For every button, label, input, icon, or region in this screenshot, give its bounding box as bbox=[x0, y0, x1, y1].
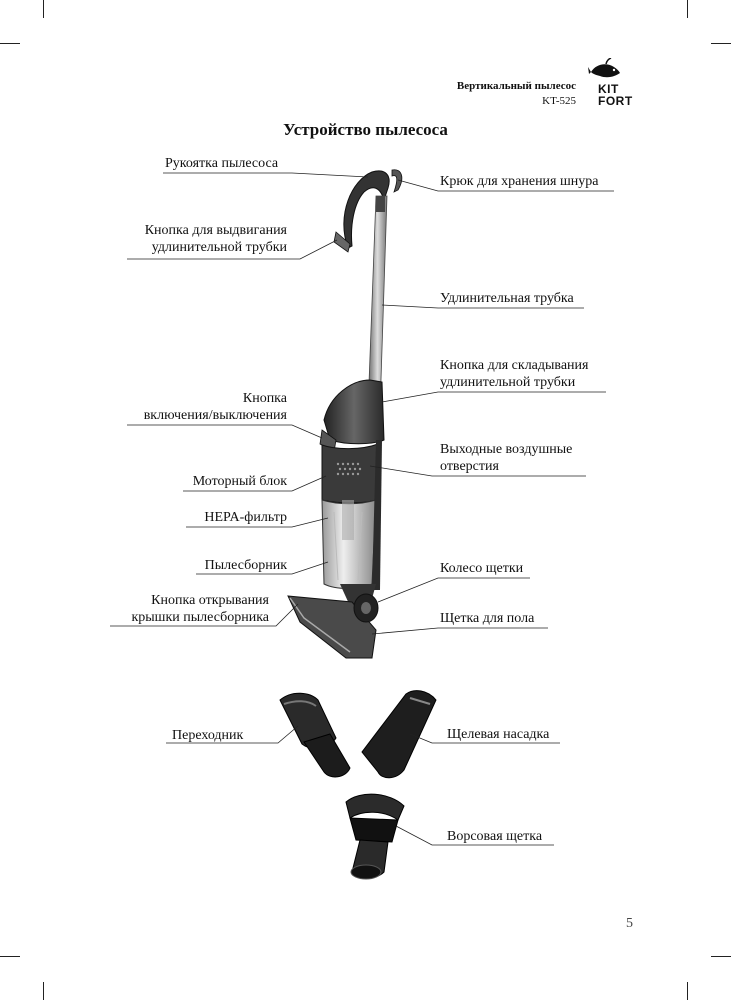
extension-tube bbox=[368, 196, 387, 410]
label-extend-button-line2: удлинительной трубки bbox=[151, 240, 287, 255]
label-fold-button bbox=[440, 357, 588, 391]
bristle-brush-accessory bbox=[346, 794, 404, 879]
label-adapter: Переходник bbox=[172, 728, 244, 743]
section-title: Устройство пылесоса bbox=[283, 120, 448, 139]
label-container-lid-button bbox=[131, 592, 269, 626]
label-extension-tube: Удлинительная трубка bbox=[440, 291, 574, 306]
label-handle: Рукоятка пылесоса bbox=[165, 156, 279, 171]
label-extend-button-line1: Кнопка для выдвигания bbox=[144, 223, 287, 238]
label-air-outlets bbox=[440, 441, 572, 475]
label-crevice-nozzle: Щелевая насадка bbox=[447, 727, 550, 742]
label-air-outlets-line2: отверстия bbox=[440, 459, 499, 474]
brand-line-2: FORT bbox=[598, 94, 633, 108]
header-model: KT-525 bbox=[542, 95, 576, 107]
label-cord-hook: Крюк для хранения шнура bbox=[440, 174, 599, 189]
label-bristle-brush: Ворсовая щетка bbox=[447, 829, 543, 844]
brand-line-1: KIT bbox=[598, 82, 619, 96]
crevice-nozzle-accessory bbox=[362, 691, 436, 778]
label-hepa-filter: HEPA-фильтр bbox=[204, 510, 287, 525]
label-fold-button-line2: удлинительной трубки bbox=[440, 375, 576, 390]
label-container-lid-button-line2: крышки пылесборника bbox=[131, 610, 269, 625]
page-number: 5 bbox=[626, 916, 633, 931]
label-power-button bbox=[144, 390, 287, 424]
adapter-accessory bbox=[280, 693, 350, 777]
label-fold-button-line1: Кнопка для складывания bbox=[440, 358, 589, 373]
label-dust-container: Пылесборник bbox=[204, 558, 287, 573]
label-extend-button bbox=[145, 222, 287, 256]
header-title: Вертикальный пылесос bbox=[456, 80, 576, 92]
vacuum-body bbox=[320, 380, 384, 590]
label-motor-unit: Моторный блок bbox=[192, 474, 287, 489]
label-container-lid-button-line1: Кнопка открывания bbox=[151, 593, 269, 608]
label-air-outlets-line1: Выходные воздушные bbox=[440, 442, 573, 457]
label-floor-brush: Щетка для пола bbox=[440, 611, 535, 626]
floor-brush bbox=[288, 584, 378, 658]
label-brush-wheel: Колесо щетки bbox=[440, 561, 524, 576]
label-power-button-line1: Кнопка bbox=[242, 391, 287, 406]
label-power-button-line2: включения/выключения bbox=[143, 408, 287, 423]
